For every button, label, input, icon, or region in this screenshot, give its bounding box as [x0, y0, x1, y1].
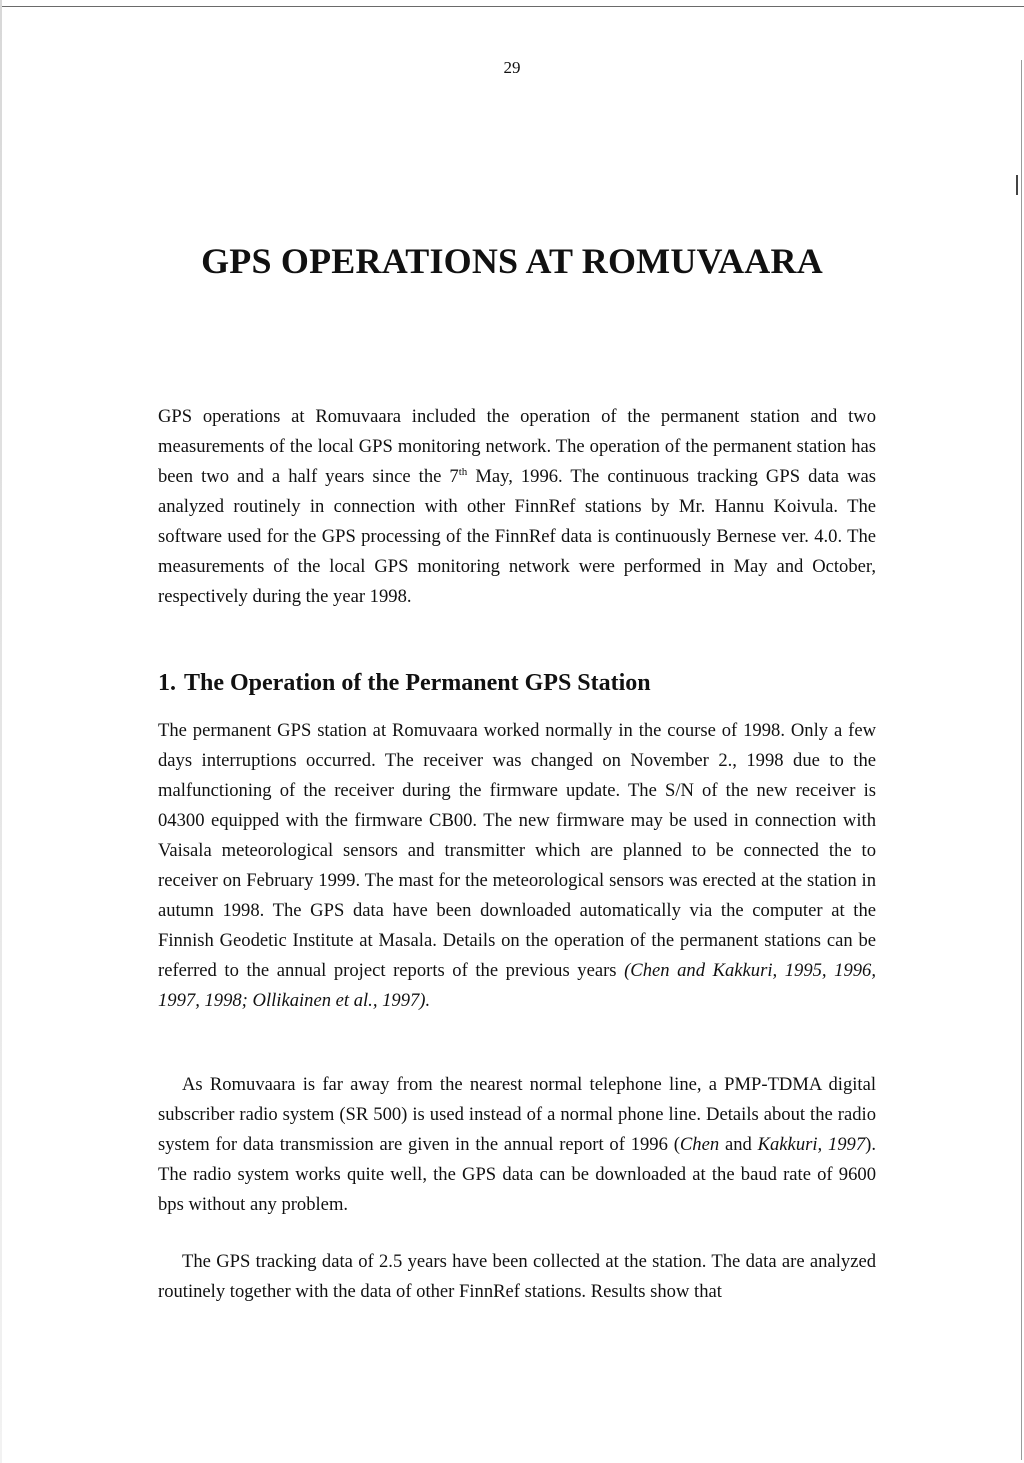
scan-top-border [0, 6, 1024, 7]
intro-text-a: GPS operations at Romuvaara included the operation of the permanent station and two measurements of the local GPS monitoring network. The operation of the permanent station has been two and a half years since the 7 [158, 406, 876, 487]
page-number: 29 [503, 58, 521, 77]
scan-left-edge [0, 0, 2, 1463]
section-title: The Operation of the Permanent GPS Station [184, 670, 651, 696]
intro-paragraph [158, 402, 876, 612]
section1-p2-text-a: As Romuvaara is far away from the nearest normal telephone line, a PMP-TDMA digital subscriber radio system (SR 500) is used instead of a normal phone line. Details about the radio system for data transmission are given in the annual report of 1996 ( [158, 1074, 876, 1155]
ordinal-suffix: th [458, 465, 468, 478]
section-number: 1. [158, 670, 176, 696]
section1-p2-cite-author2: Kakkuri, 1997 [757, 1134, 866, 1155]
section1-p2-cite-author1: Chen [679, 1134, 720, 1155]
section1-block-3 [158, 1247, 876, 1307]
section1-block-2 [158, 1070, 876, 1220]
section1-p2-and: and [719, 1134, 758, 1155]
section1-p1-citation: (Chen and Kakkuri, 1995, 1996, 1997, 1998; Ollikainen et al., 1997). [158, 960, 876, 1011]
section1-paragraph-1 [158, 716, 876, 1016]
section1-paragraph-2 [158, 1070, 876, 1220]
section1-p1-text: The permanent GPS station at Romuvaara worked normally in the course of 1998. Only a few days interruptions occurred. The receiver was changed on November 2., 1998 due to the malfunctioning of the receiver during the firmware update. The S/N of the new receiver is 04300 equipped with the firmware CB00. The new firmware may be used in connection with Vaisala meteorological sensors and transmitter which are planned to be connected the to receiver on February 1999. The mast for the meteorological sensors was erected at the station in autumn 1998. The GPS data have been downloaded automatically via the computer at the Finnish Geodetic Institute at Masala. Details on the operation of the permanent stations can be referred to the annual project reports of the previous years [158, 720, 876, 981]
intro-block [158, 402, 876, 612]
section1-p3-text: The GPS tracking data of 2.5 years have been collected at the station. The data are analyzed routinely together with the data of other FinnRef stations. Results show that [158, 1251, 876, 1302]
section1-paragraph-3 [158, 1247, 876, 1307]
intro-text-b: May, 1996. The continuous tracking GPS data was analyzed routinely in connection with other FinnRef stations by Mr. Hannu Koivula. The software used for the GPS processing of the FinnRef data is continuously Bernese ver. 4.0. The measurements of the local GPS monitoring network were performed in May and October, respectively during the year 1998. [158, 466, 876, 607]
section1-p2-text-b: ). The radio system works quite well, the GPS data can be downloaded at the baud rate of 9600 bps without any problem. [158, 1134, 876, 1215]
page-title: GPS OPERATIONS AT ROMUVAARA [201, 241, 823, 281]
scan-right-mark [1016, 175, 1018, 195]
section-heading [158, 670, 651, 697]
section1-block-1 [158, 716, 876, 1016]
